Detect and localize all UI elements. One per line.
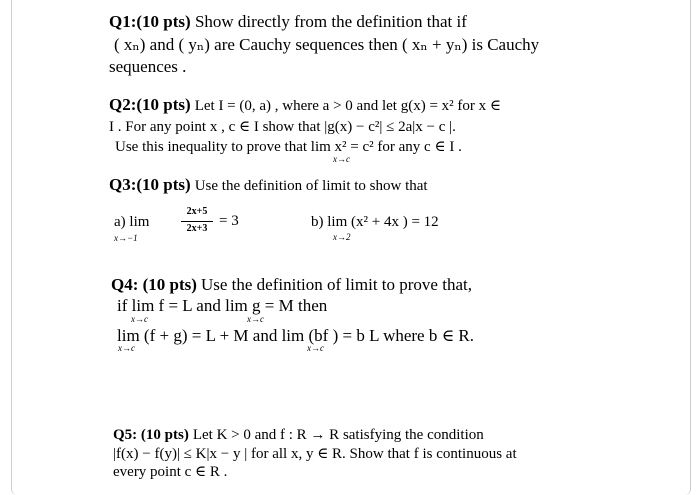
q2-line-1 <box>109 95 501 115</box>
q4-line-3-subscript-1: x→c <box>118 343 135 353</box>
q5-heading: Q5: (10 pts) <box>113 427 189 443</box>
q1-line-3: sequences . <box>109 57 187 76</box>
q4-text-1: Use the definition of limit to prove that, <box>200 275 472 294</box>
q2-heading: Q2:(10 pts) <box>109 95 191 114</box>
q3-part-a-fraction-bar <box>181 221 213 222</box>
q3-part-b: b) lim (x² + 4x ) = 12 <box>311 214 439 230</box>
q1-line-1 <box>109 12 467 32</box>
q3-text-1: Use the definition of limit to show that <box>194 178 428 194</box>
q1-text-1: Show directly from the definition that if <box>194 12 467 31</box>
q5-line-2: |f(x) − f(y)| ≤ K|x − y | for all x, y ∈ R. Show that f is continuous at <box>113 446 517 462</box>
q5-text-1: Let K > 0 and f : R → R satisfying the condition <box>192 427 484 443</box>
q4-line-3: lim (f + g) = L + M and lim (bf ) = b L where b ∈ R. <box>117 326 475 345</box>
q4-line-2-subscript-2: x→c <box>247 314 264 324</box>
q4-line-1 <box>111 275 472 295</box>
q3-heading: Q3:(10 pts) <box>109 175 191 194</box>
q4-heading: Q4: (10 pts) <box>111 275 197 294</box>
q3-part-a-subscript: x→−1 <box>114 233 138 243</box>
q2-text-1: Let I = (0, a) , where a > 0 and let g(x) = x² for x ∈ <box>194 98 501 114</box>
q1-line-2: ( xₙ) and ( yₙ) are Cauchy sequences then ( xₙ + yₙ) is Cauchy <box>114 35 540 54</box>
q1-heading: Q1:(10 pts) <box>109 12 191 31</box>
q4-line-2: if lim f = L and lim g = M then <box>117 296 328 315</box>
q5-line-3: every point c ∈ R . <box>113 464 228 480</box>
q3-part-a-label: a) lim <box>114 214 150 230</box>
q5-line-1 <box>113 426 484 444</box>
q2-line-3: Use this inequality to prove that lim x² = c² for any c ∈ I . <box>115 139 462 155</box>
q3-part-a-numerator: 2x+5 <box>186 206 208 217</box>
q2-limit-subscript: x→c <box>333 154 350 164</box>
q3-part-a-equals: = 3 <box>219 213 239 229</box>
q3-part-a-denominator: 2x+3 <box>186 223 208 234</box>
q3-line-1 <box>109 175 428 195</box>
q2-line-2: I . For any point x , c ∈ I show that |g(x) − c²| ≤ 2a|x − c |. <box>109 119 456 135</box>
q3-part-b-subscript: x→2 <box>333 232 351 242</box>
q4-line-3-subscript-2: x→c <box>307 343 324 353</box>
q4-line-2-subscript-1: x→c <box>131 314 148 324</box>
